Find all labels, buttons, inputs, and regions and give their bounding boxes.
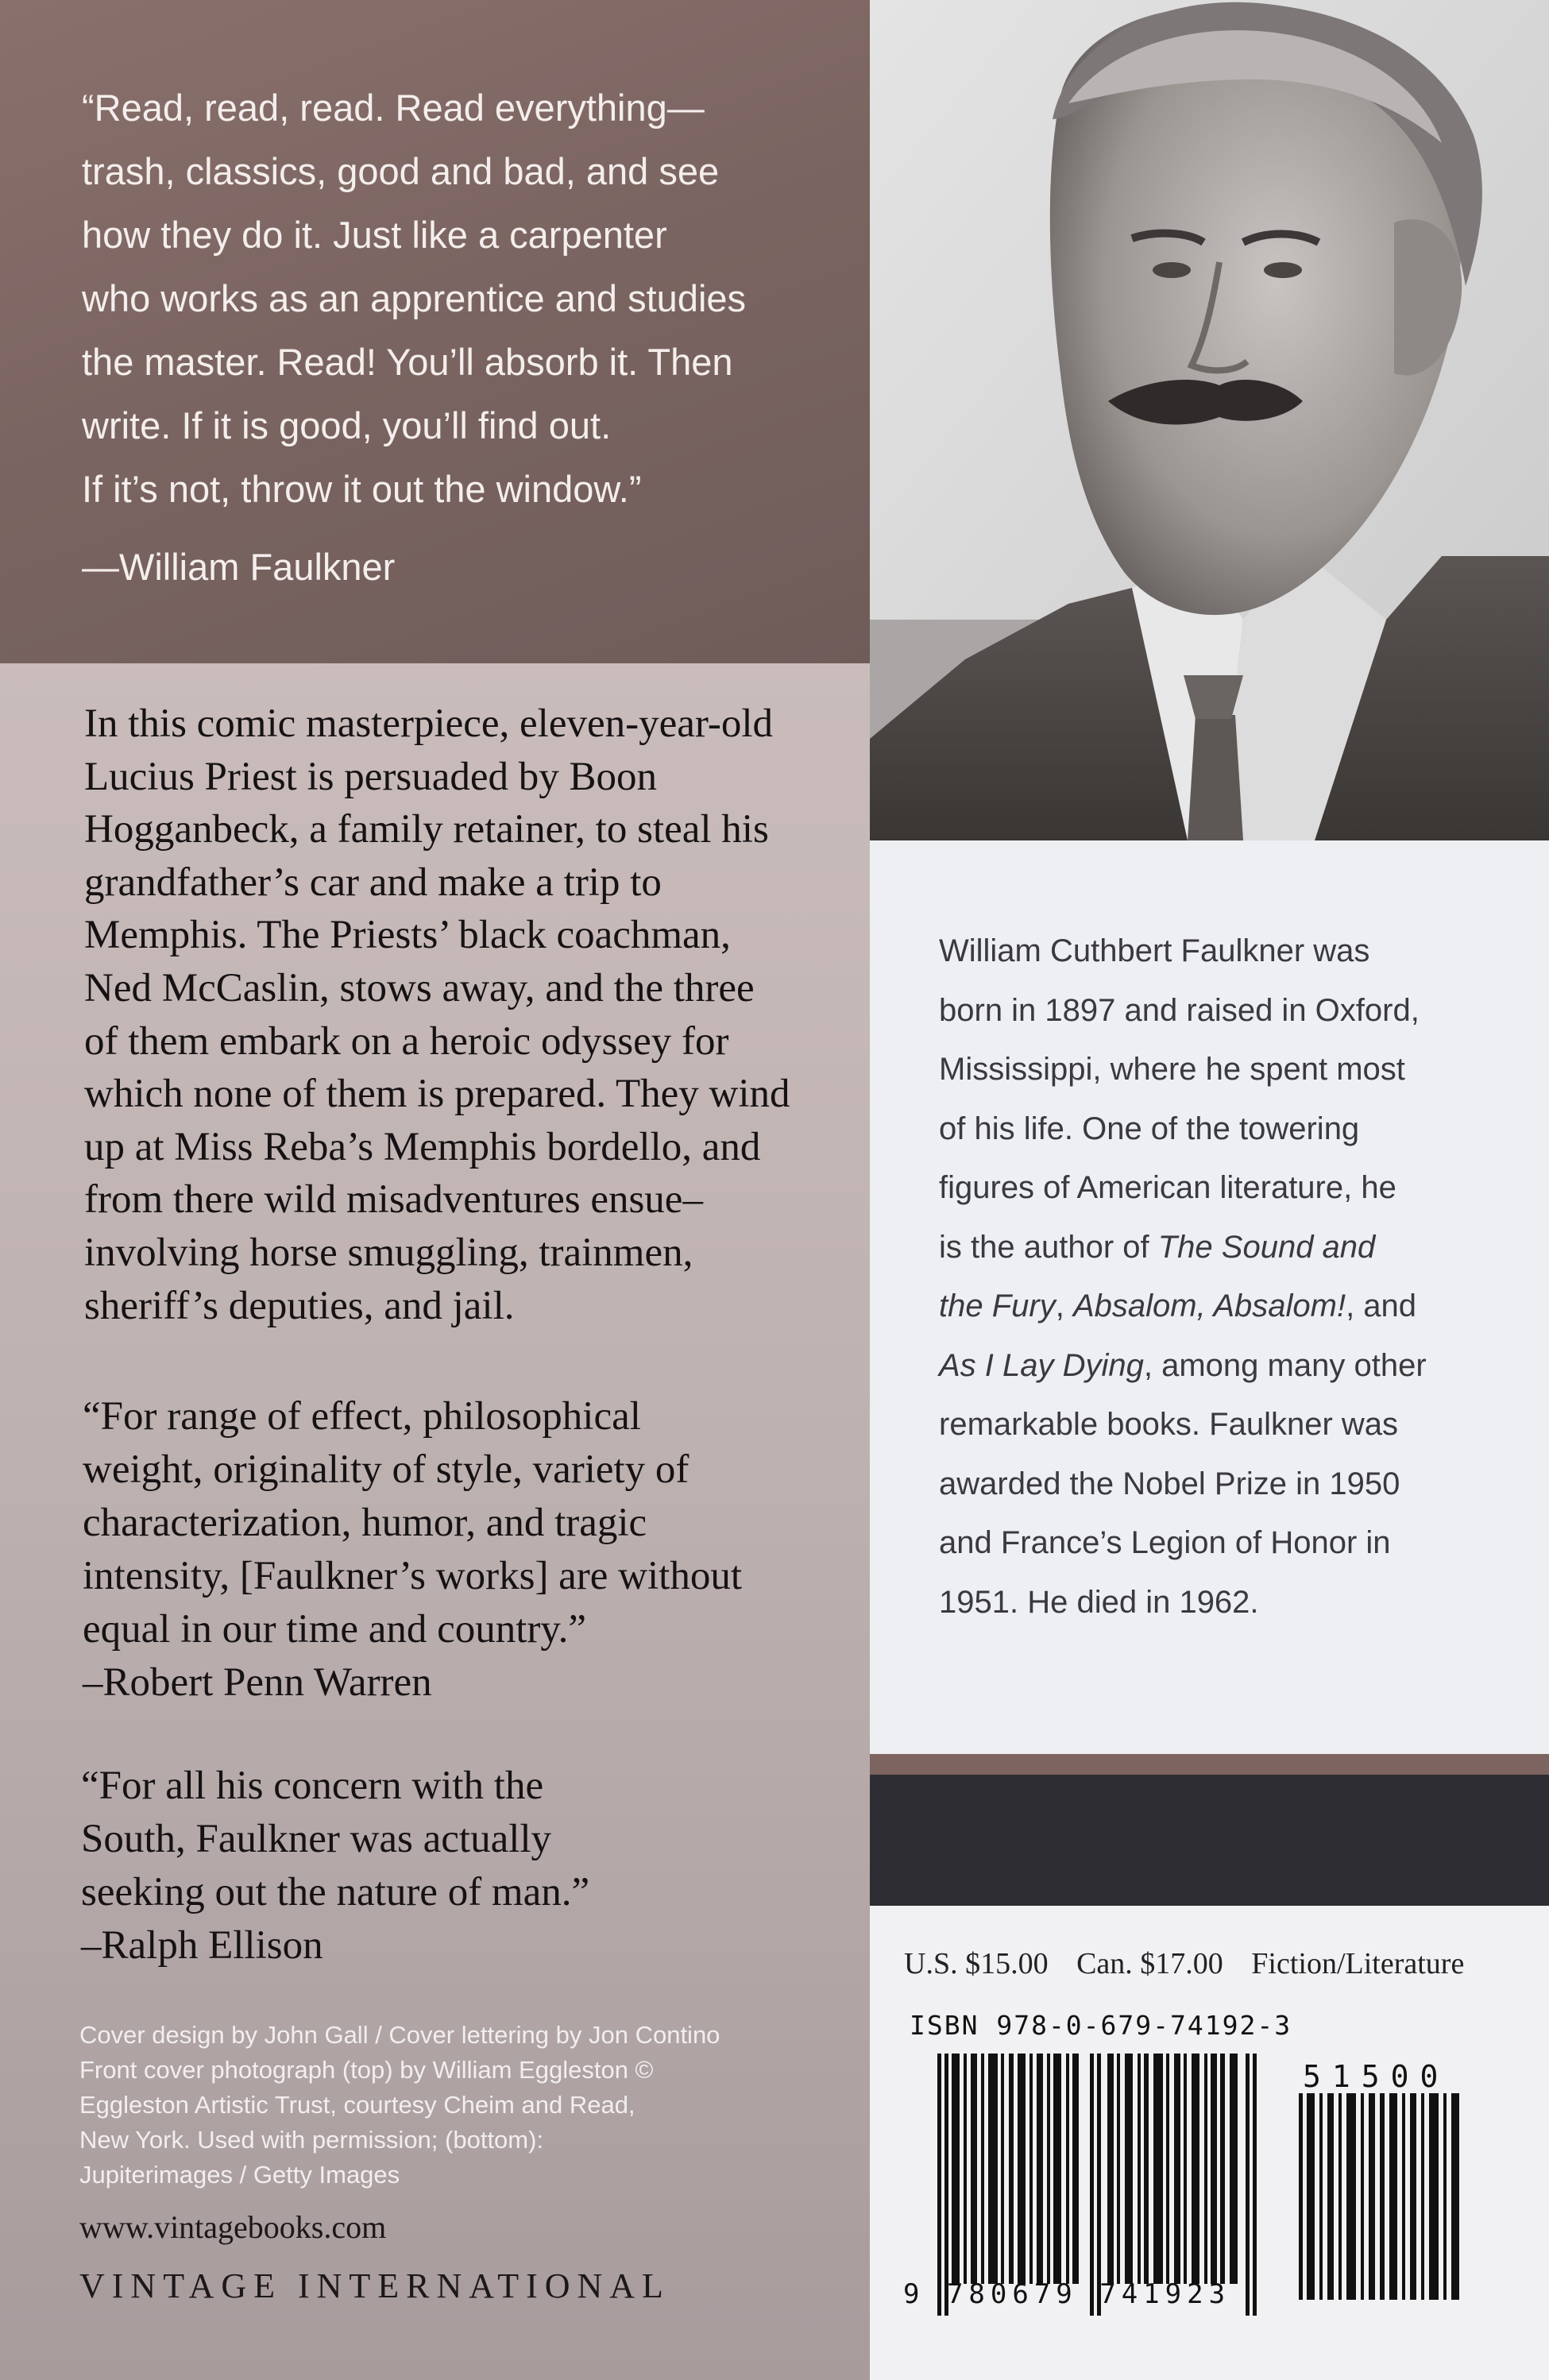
bio-text: is the author of bbox=[939, 1229, 1158, 1265]
publisher-website: www.vintagebooks.com bbox=[79, 2209, 387, 2245]
bio-line: and France’s Legion of Honor in bbox=[939, 1525, 1391, 1560]
bio-line bbox=[939, 1218, 1511, 1277]
blurb-line: grandfather’s car and make a trip to bbox=[84, 860, 662, 905]
blurb-line: which none of them is prepared. They wind bbox=[84, 1072, 790, 1117]
quote-line: how they do it. Just like a carpenter bbox=[82, 214, 667, 256]
quote-attribution: –Ralph Ellison bbox=[81, 1923, 323, 1968]
book-title: the Fury bbox=[939, 1289, 1056, 1323]
quote-attribution: —William Faulkner bbox=[82, 546, 396, 588]
bio-line: Mississippi, where he spent most bbox=[939, 1052, 1405, 1087]
ellison-quote bbox=[81, 1760, 589, 1972]
bio-line bbox=[939, 1277, 1511, 1336]
bio-line: born in 1897 and raised in Oxford, bbox=[939, 992, 1420, 1028]
quote-line: intensity, [Faulkner’s works] are without bbox=[83, 1554, 743, 1598]
bio-text: , bbox=[1055, 1289, 1073, 1323]
bio-text: , and bbox=[1346, 1289, 1417, 1323]
quote-attribution: –Robert Penn Warren bbox=[83, 1660, 432, 1705]
author-portrait bbox=[870, 0, 1549, 840]
dark-band bbox=[870, 1775, 1549, 1906]
blurb-line: Hogganbeck, a family retainer, to steal his bbox=[84, 807, 769, 852]
author-bio bbox=[939, 921, 1511, 1632]
quote-line: equal in our time and country.” bbox=[83, 1607, 586, 1652]
quote-line: who works as an apprentice and studies bbox=[82, 277, 747, 319]
quote-line: the master. Read! You’ll absorb it. Then bbox=[82, 341, 733, 383]
book-title: As I Lay Dying bbox=[939, 1347, 1144, 1383]
bio-line: William Cuthbert Faulkner was bbox=[939, 933, 1370, 968]
credit-line: New York. Used with permission; (bottom): bbox=[79, 2126, 544, 2154]
quote-line: characterization, humor, and tragic bbox=[83, 1501, 647, 1545]
bio-line: 1951. He died in 1962. bbox=[939, 1584, 1259, 1620]
blurb-line: up at Miss Reba’s Memphis bordello, and bbox=[84, 1124, 761, 1169]
price-line bbox=[904, 1946, 1485, 1981]
book-title: Absalom, Absalom! bbox=[1072, 1289, 1346, 1323]
credit-line: Eggleston Artistic Trust, courtesy Cheim and Read, bbox=[79, 2091, 635, 2119]
price-addon-barcode bbox=[1299, 2093, 1466, 2300]
imprint-name: VINTAGE INTERNATIONAL bbox=[79, 2266, 670, 2305]
isbn-number: ISBN 978-0-679-74192-3 bbox=[910, 2010, 1292, 2041]
book-title: The Sound and bbox=[1157, 1229, 1376, 1265]
blurb-line: Lucius Priest is persuaded by Boon bbox=[84, 754, 657, 799]
credit-line: Cover design by John Gall / Cover lettering by Jon Contino bbox=[79, 2021, 720, 2049]
genre-category: Fiction/Literature bbox=[1251, 1947, 1465, 1980]
blurb-line: In this comic masterpiece, eleven-year-old bbox=[84, 701, 773, 746]
canadian-price: Can. $17.00 bbox=[1076, 1947, 1223, 1980]
bio-line: figures of American literature, he bbox=[939, 1170, 1396, 1205]
synopsis-blurb bbox=[84, 697, 790, 1332]
blurb-line: sheriff’s deputies, and jail. bbox=[84, 1283, 515, 1328]
blurb-line: Ned McCaslin, stows away, and the three bbox=[84, 965, 755, 1010]
blurb-line: Memphis. The Priests’ black coachman, bbox=[84, 913, 731, 958]
author-portrait-illustration bbox=[870, 0, 1549, 840]
bio-text: , among many other bbox=[1143, 1347, 1427, 1383]
blurb-line: of them embark on a heroic odyssey for bbox=[84, 1018, 729, 1064]
faulkner-quote bbox=[82, 76, 844, 599]
bio-line bbox=[939, 1336, 1511, 1396]
blurb-line: involving horse smuggling, trainmen, bbox=[84, 1230, 693, 1275]
quote-line: weight, originality of style, variety of bbox=[83, 1447, 690, 1492]
credit-line: Front cover photograph (top) by William Eggleston © bbox=[79, 2056, 654, 2084]
addon-digits: 51500 bbox=[1303, 2059, 1450, 2094]
quote-line: “For range of effect, philosophical bbox=[83, 1394, 641, 1439]
quote-line: “Read, read, read. Read everything— bbox=[82, 87, 705, 129]
isbn-barcode bbox=[937, 2054, 1271, 2316]
quote-line: “For all his concern with the bbox=[81, 1764, 544, 1808]
quote-line: South, Faulkner was actually bbox=[81, 1817, 552, 1861]
credit-line: Jupiterimages / Getty Images bbox=[79, 2161, 400, 2189]
bio-line: awarded the Nobel Prize in 1950 bbox=[939, 1466, 1400, 1501]
cover-credits bbox=[79, 2018, 720, 2193]
quote-line: trash, classics, good and bad, and see bbox=[82, 150, 720, 192]
quote-line: write. If it is good, you’ll find out. bbox=[82, 404, 612, 446]
mauve-stripe bbox=[870, 1754, 1549, 1775]
warren-quote bbox=[83, 1390, 742, 1710]
bio-line: remarkable books. Faulkner was bbox=[939, 1407, 1399, 1442]
quote-line: seeking out the nature of man.” bbox=[81, 1870, 590, 1914]
blurb-line: from there wild misadventures ensue– bbox=[84, 1177, 703, 1223]
bio-line: of his life. One of the towering bbox=[939, 1111, 1360, 1146]
barcode-digits: 9 780679 741923 bbox=[903, 2278, 1231, 2310]
quote-line: If it’s not, throw it out the window.” bbox=[82, 468, 642, 510]
us-price: U.S. $15.00 bbox=[904, 1947, 1049, 1980]
